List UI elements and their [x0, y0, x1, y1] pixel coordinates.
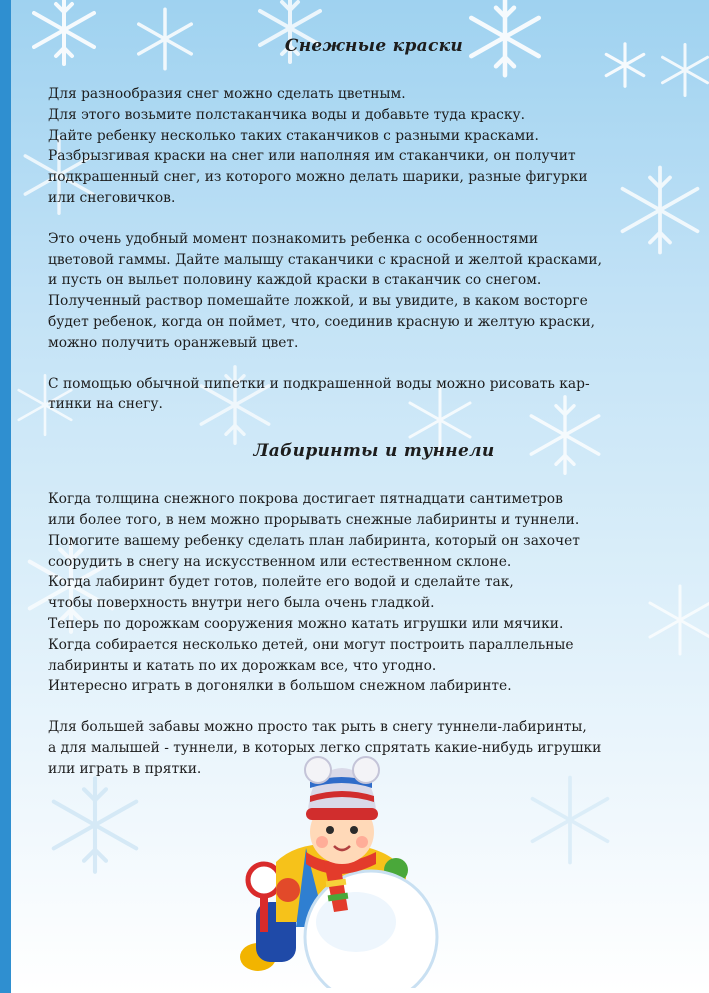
paragraph: Для разнообразия снег можно сделать цветным. Для этого возьмите полстаканчика воды и добавьте туда краску. Дайте ребенку несколько таких стаканчиков с разными красками. Разбрызгивая краски на снег или наполняя им стаканчики, он получит подкрашенный снег, из которого можно делать шарики, разные фигурки или снеговичков.: [48, 86, 588, 206]
paragraph: Для большей забавы можно просто так рыть в снегу туннели-лабиринты, а для малышей - туннели, в которых легко спрятать какие-нибудь игрушки или играть в прятки.: [48, 719, 602, 777]
snowflake-icon: [520, 770, 620, 870]
left-blue-stripe: [0, 0, 11, 993]
section-title-snow-paints: Снежные краски: [284, 36, 464, 56]
article: [48, 36, 700, 780]
paragraph: С помощью обычной пипетки и подкрашенной воды можно рисовать кар- тинки на снегу.: [48, 375, 590, 413]
snowflake-icon: [40, 770, 150, 880]
child-with-snowball-illustration: [236, 752, 446, 988]
section-title-labyrinths: Лабиринты и туннели: [253, 441, 495, 462]
paragraph: Это очень удобный момент познакомить ребенка с особенностями цветовой гаммы. Дайте малышу стаканчики с красной и желтой красками, и пусть он выльет половину каждой краски в стаканчик со снегом. Полученный раствор помешайте ложкой, и вы увидите, в каком восторге будет ребенок, когда он поймет, что, соединив красную и желтую краски, можно получить оранжевый цвет.: [48, 230, 602, 351]
paragraph: Когда толщина снежного покрова достигает пятнадцати сантиметров или более того, в нем можно прорывать снежные лабиринты и туннели. Помогите вашему ребенку сделать план лабиринта, который он захочет соорудить в снегу на искусственном или естественном склоне. Когда лабиринт будет готов, полейте его водой и сделайте так, чтобы поверхность внутри него была очень гладкой. Теперь по дорожкам сооружения можно катать игрушки или мячики. Когда собирается несколько детей, они могут построить параллельные лабиринты и катать по их дорожкам все, что угодно. Интересно играть в догонялки в большом снежном лабиринте.: [48, 491, 580, 695]
